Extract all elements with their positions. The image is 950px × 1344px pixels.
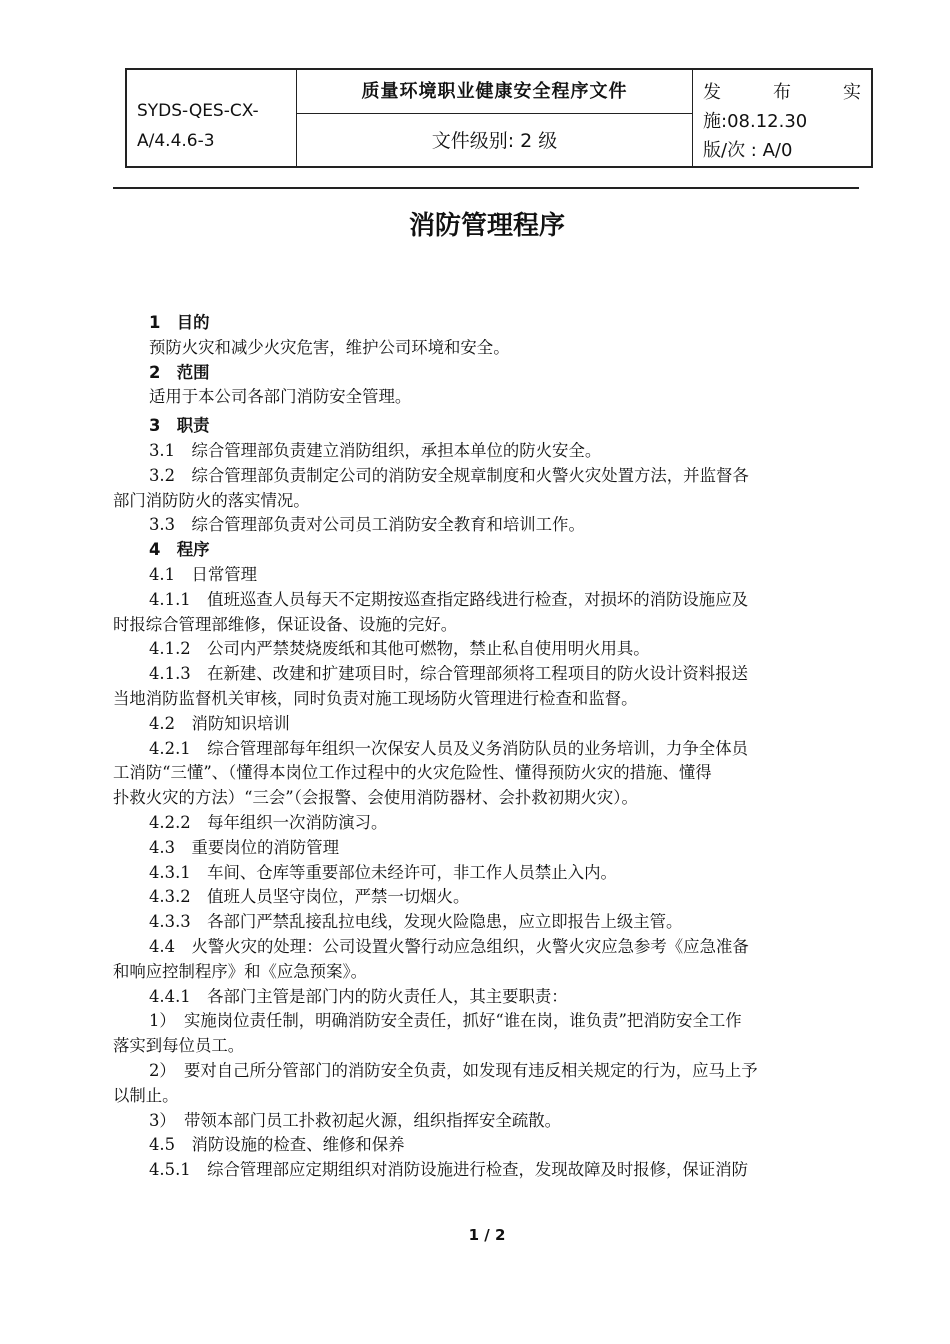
document-header-table <box>125 68 873 168</box>
version-label: 版/次 : A/0 <box>703 140 793 161</box>
document-code-line1: SYDS-QES-CX- <box>137 101 259 121</box>
paragraph-continuation: 时报综合管理部维修，保证设备、设施的完好。 <box>113 614 458 634</box>
document-type-cell: 质量环境职业健康安全程序文件 <box>297 70 693 114</box>
paragraph: 4.3.3 各部门严禁乱接乱拉电线，发现火险隐患，应立即报告上级主管。 <box>149 912 683 932</box>
paragraph: 4.4.1 各部门主管是部门内的防火责任人，其主要职责： <box>149 986 568 1006</box>
list-item: 2） 要对自己所分管部门的消防安全负责，如发现有违反相关规定的行为，应马上予 <box>149 1060 758 1080</box>
list-item-continuation: 以制止。 <box>113 1085 179 1105</box>
paragraph: 适用于本公司各部门消防安全管理。 <box>149 387 412 407</box>
paragraph: 3.2 综合管理部负责制定公司的消防安全规章制度和火警火灾处置方法，并监督各 <box>149 465 749 485</box>
section-heading: 2 范围 <box>149 362 210 382</box>
list-item: 3） 带领本部门员工扑救初起火源，组织指挥安全疏散。 <box>149 1110 561 1130</box>
section-heading: 3 职责 <box>149 416 210 436</box>
paragraph: 3.1 综合管理部负责建立消防组织，承担本单位的防火安全。 <box>149 440 602 460</box>
publish-char: 发 <box>703 82 721 103</box>
page-number: 1 / 2 <box>468 1226 506 1244</box>
paragraph-continuation: 部门消防防火的落实情况。 <box>113 490 310 510</box>
document-code-line2: A/4.4.6-3 <box>137 131 215 151</box>
paragraph: 3.3 综合管理部负责对公司员工消防安全教育和培训工作。 <box>149 515 585 535</box>
publish-info-cell <box>693 70 871 166</box>
subsection-heading: 4.3 重要岗位的消防管理 <box>149 837 339 857</box>
paragraph: 4.2.2 每年组织一次消防演习。 <box>149 812 388 832</box>
document-code-cell <box>127 70 297 166</box>
paragraph: 4.4 火警火灾的处理：公司设置火警行动应急组织，火警火灾应急参考《应急准备 <box>149 936 749 956</box>
paragraph: 预防火灾和减少火灾危害，维护公司环境和安全。 <box>149 337 510 357</box>
paragraph: 4.1.3 在新建、改建和扩建项目时，综合管理部须将工程项目的防火设计资料报送 <box>149 664 748 684</box>
publish-char: 实 <box>843 82 861 103</box>
subsection-heading: 4.2 消防知识培训 <box>149 713 290 733</box>
paragraph-continuation: 扑救火灾的方法）“三会”（会报警、会使用消防器材、会扑救初期火灾）。 <box>113 788 638 808</box>
document-level-cell: 文件级别: 2 级 <box>297 114 693 166</box>
section-heading: 1 目的 <box>149 313 210 332</box>
subsection-heading: 4.1 日常管理 <box>149 564 258 584</box>
paragraph-continuation: 工消防“三懂”、（懂得本岗位工作过程中的火灾危险性、懂得预防火灾的措施、懂得 <box>113 763 712 783</box>
publish-date: 施:08.12.30 <box>703 111 808 132</box>
paragraph: 4.1.1 值班巡查人员每天不定期按巡查指定路线进行检查，对损坏的消防设施应及 <box>149 589 748 609</box>
paragraph: 4.3.2 值班人员坚守岗位，严禁一切烟火。 <box>149 887 470 907</box>
publish-label <box>703 78 861 107</box>
header-divider <box>113 187 859 189</box>
paragraph: 4.1.2 公司内严禁焚烧废纸和其他可燃物，禁止私自使用明火用具。 <box>149 639 650 659</box>
paragraph-continuation: 当地消防监督机关审核，同时负责对施工现场防火管理进行检查和监督。 <box>113 688 638 708</box>
paragraph-continuation: 和响应控制程序》和《应急预案》。 <box>113 961 368 981</box>
page-title: 消防管理程序 <box>408 211 565 241</box>
paragraph: 4.3.1 车间、仓库等重要部位未经许可，非工作人员禁止入内。 <box>149 862 617 882</box>
publish-char: 布 <box>773 82 791 103</box>
subsection-heading: 4.5 消防设施的检查、维修和保养 <box>149 1135 405 1155</box>
paragraph: 4.2.1 综合管理部每年组织一次保安人员及义务消防队员的业务培训，力争全体员 <box>149 738 748 758</box>
document-body <box>113 311 859 1183</box>
paragraph: 4.5.1 综合管理部应定期组织对消防设施进行检查，发现故障及时报修，保证消防 <box>149 1160 748 1180</box>
section-heading: 4 程序 <box>149 540 210 560</box>
list-item-continuation: 落实到每位员工。 <box>113 1036 245 1056</box>
list-item: 1） 实施岗位责任制，明确消防安全责任，抓好“谁在岗，谁负责”把消防安全工作 <box>149 1011 742 1031</box>
